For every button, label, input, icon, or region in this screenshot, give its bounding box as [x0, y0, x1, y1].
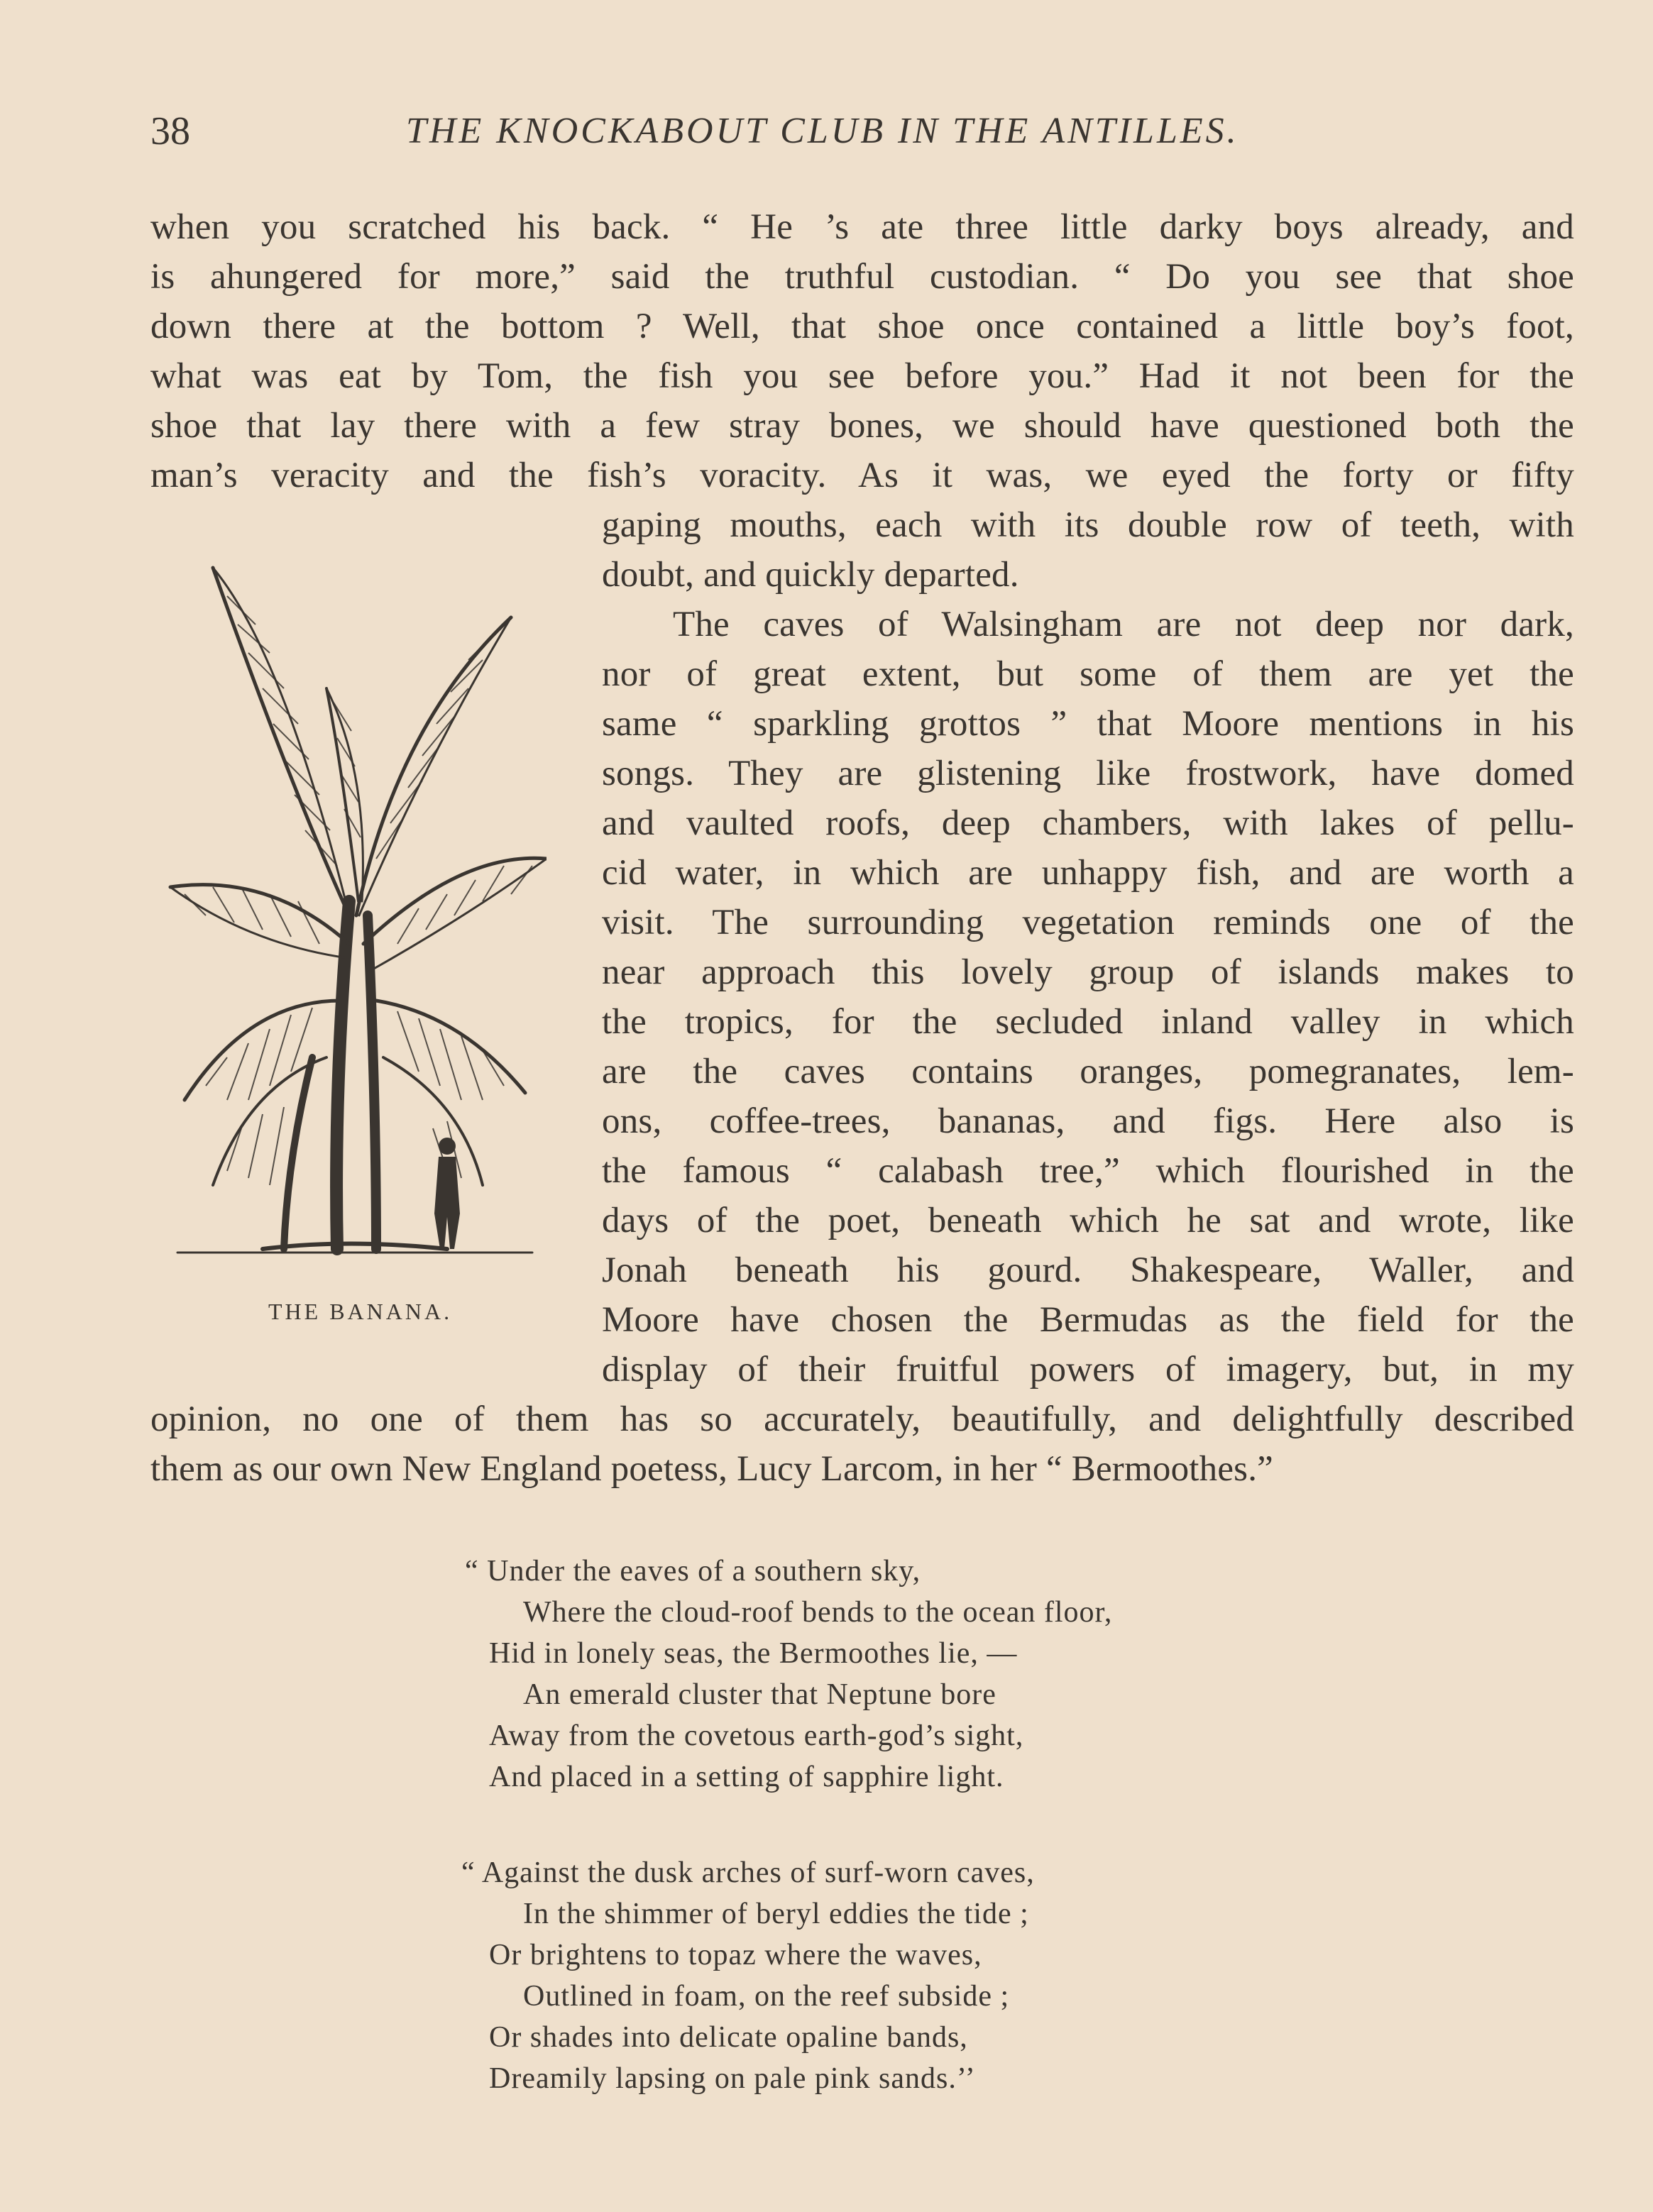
body-line: man’s veracity and the fish’s voracity. As it was, we eyed the forty or fifty: [150, 456, 1574, 495]
body-line: visit. The surrounding vegetation reminds one of the: [602, 903, 1574, 942]
body-line: shoe that lay there with a few stray bones, we should have questioned both the: [150, 406, 1574, 446]
body-line: songs. They are glistening like frostwork, have domed: [602, 754, 1574, 793]
body-line: cid water, in which are unhappy fish, and are worth a: [602, 853, 1574, 893]
page-number: 38: [150, 109, 190, 153]
body-line: The caves of Walsingham are not deep nor dark,: [673, 605, 1574, 644]
body-line: display of their fruitful powers of imagery, but, in my: [602, 1350, 1574, 1390]
poem-line: “ Against the dusk arches of surf-worn caves,: [461, 1856, 1035, 1889]
running-title: THE KNOCKABOUT CLUB IN THE ANTILLES.: [406, 111, 1239, 151]
body-line: Jonah beneath his gourd. Shakespeare, Waller, and: [602, 1250, 1574, 1290]
body-line: is ahungered for more,” said the truthful custodian. “ Do you see that shoe: [150, 257, 1574, 297]
body-line: when you scratched his back. “ He ’s ate three little darky boys already, and: [150, 207, 1574, 247]
body-line: days of the poet, beneath which he sat and wrote, like: [602, 1201, 1574, 1240]
poem-line: Hid in lonely seas, the Bermoothes lie, —: [489, 1637, 1018, 1670]
poem-line: And placed in a setting of sapphire light.: [489, 1761, 1004, 1793]
poem-line: Outlined in foam, on the reef subside ;: [523, 1980, 1010, 2013]
body-line: doubt, and quickly departed.: [602, 555, 1019, 595]
body-line: opinion, no one of them has so accurately, beautifully, and delightfully described: [150, 1399, 1574, 1439]
body-line: Moore have chosen the Bermudas as the field for the: [602, 1300, 1574, 1340]
body-line: the tropics, for the secluded inland valley in which: [602, 1002, 1574, 1042]
body-line: are the caves contains oranges, pomegranates, lem-: [602, 1052, 1574, 1091]
poem-line: Where the cloud-roof bends to the ocean floor,: [523, 1596, 1113, 1629]
body-line: gaping mouths, each with its double row of teeth, with: [602, 505, 1574, 545]
body-line: ons, coffee-trees, bananas, and figs. Here also is: [602, 1101, 1574, 1141]
poem-line: An emerald cluster that Neptune bore: [523, 1678, 996, 1711]
body-line: and vaulted roofs, deep chambers, with lakes of pellu-: [602, 803, 1574, 843]
poem-line: Away from the covetous earth-god’s sight,: [489, 1719, 1024, 1752]
body-line: down there at the bottom ? Well, that shoe once contained a little boy’s foot,: [150, 307, 1574, 346]
body-line: what was eat by Tom, the fish you see before you.” Had it not been for the: [150, 356, 1574, 396]
body-line: same “ sparkling grottos ” that Moore mentions in his: [602, 704, 1574, 744]
poem-line: Or brightens to topaz where the waves,: [489, 1939, 982, 1971]
body-line: them as our own New England poetess, Lucy Larcom, in her “ Bermoothes.”: [150, 1449, 1274, 1489]
poem-line: In the shimmer of beryl eddies the tide ;: [523, 1898, 1029, 1930]
figure-caption: THE BANANA.: [268, 1299, 453, 1324]
body-line: nor of great extent, but some of them are yet the: [602, 654, 1574, 694]
poem-line: “ Under the eaves of a southern sky,: [465, 1555, 921, 1588]
poem-line: Dreamily lapsing on pale pink sands.’’: [489, 2062, 976, 2095]
body-line: near approach this lovely group of islands makes to: [602, 952, 1574, 992]
body-line: the famous “ calabash tree,” which flourished in the: [602, 1151, 1574, 1191]
banana-tree-illustration: [163, 546, 547, 1263]
poem-line: Or shades into delicate opaline bands,: [489, 2021, 968, 2054]
running-head: [150, 106, 1370, 156]
